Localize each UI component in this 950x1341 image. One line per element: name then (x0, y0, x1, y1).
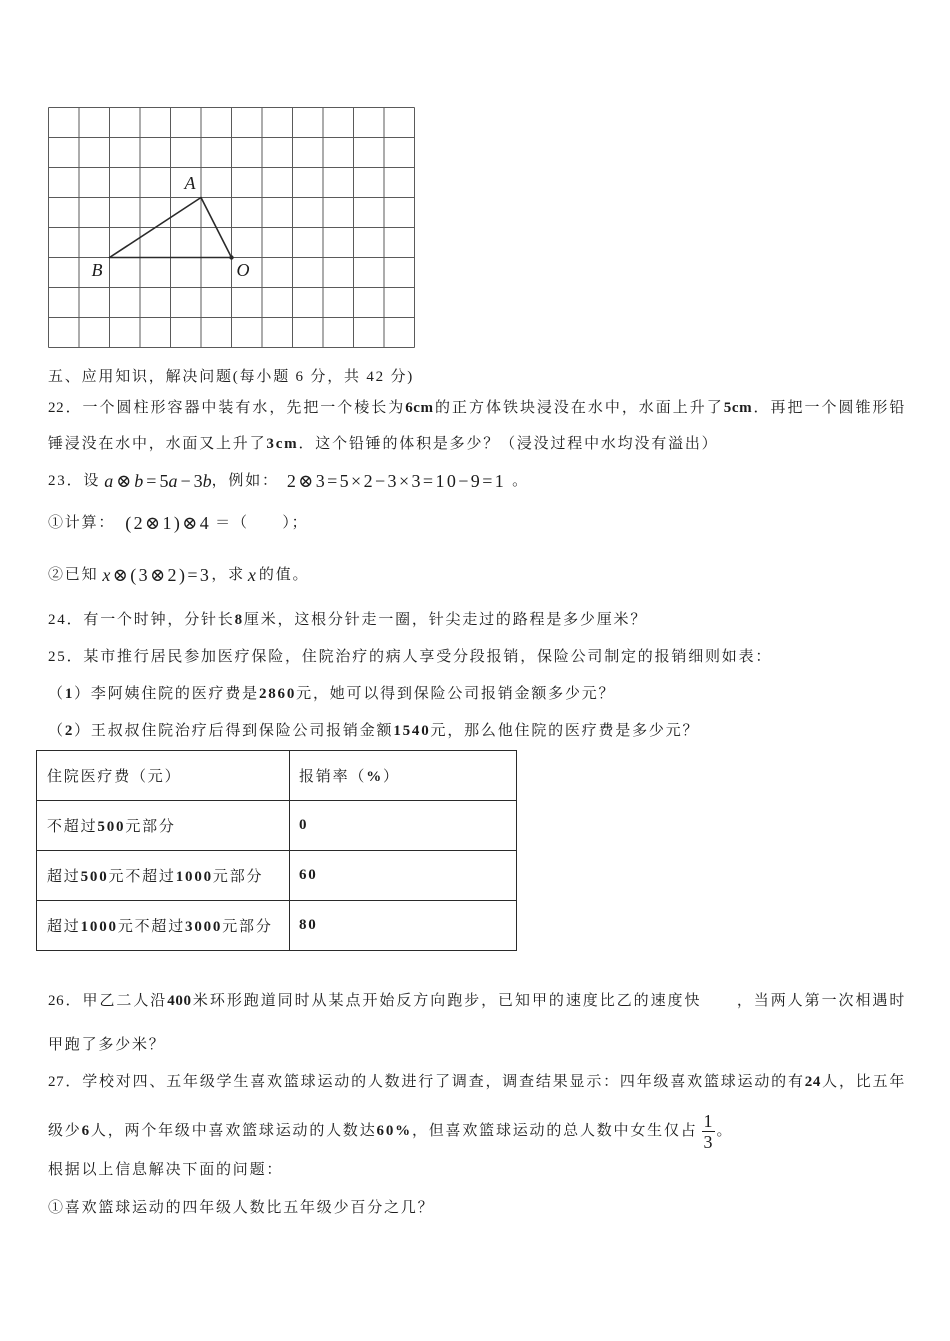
q25-part-number: 1 (64, 686, 75, 702)
q24-hand-length: 8 (234, 612, 244, 628)
fee-range-cell (37, 901, 290, 951)
q27-prompt: 根据以上信息解决下面的问题： (48, 1162, 284, 1178)
q26-text: ，当两人第一次相遇时 (735, 993, 905, 1009)
q22-text: 的正方体铁块浸没在水中，水面上升了 (433, 400, 724, 416)
q26-line-1 (48, 990, 905, 1012)
q23-lead: 23．设 (48, 473, 101, 489)
q23-end: 。 (512, 473, 529, 489)
q27-text: 人，两个年级中喜欢篮球运动的人数达 (90, 1123, 377, 1139)
q23-sub1-label: ①计算： (48, 515, 116, 531)
table-header-row (37, 751, 517, 801)
q27-sub-question-1: ①喜欢篮球运动的四年级人数比五年级少百分之几？ (48, 1200, 435, 1216)
header-rate-text: 报销率（ (299, 769, 367, 785)
table-row (37, 901, 517, 951)
q25-stem: 25．某市推行居民参加医疗保险，住院治疗的病人享受分段报销，保险公司制定的报销细则如表： (48, 649, 773, 665)
q27-line-end: 。 (716, 1123, 734, 1139)
q27-line-2 (48, 1110, 733, 1152)
q27-difference: 6 (81, 1123, 91, 1139)
cell-number: 500 (80, 869, 109, 885)
q26-line-2: 甲跑了多少米？ (48, 1037, 166, 1053)
cell-number: 1000 (175, 869, 213, 885)
q27-text: ，但喜欢篮球运动的总人数中女生仅占 (411, 1123, 698, 1139)
math-var: a (104, 471, 114, 491)
section-heading: 五、应用知识，解决问题(每小题 6 分，共 42 分) (48, 369, 415, 385)
q22-text: ．再把一个圆锥形铅 (752, 400, 906, 416)
q25-text: （ (48, 686, 65, 702)
q26-text: 米环形跑道同时从某点开始反方向跑步，已知甲的速度比乙的速度快 (191, 993, 702, 1009)
cell-text: 超过 (47, 919, 81, 935)
rate-cell (290, 801, 517, 851)
q23-mid: ，例如： (211, 473, 279, 489)
q26-track-length: 400 (167, 993, 192, 1009)
cell-text: 元部分 (212, 869, 264, 885)
math-num: 5 (159, 471, 169, 491)
math-op: = (146, 471, 157, 491)
q27-percent: 60% (376, 1123, 412, 1139)
cell-number: 80 (299, 917, 318, 933)
operation-definition (104, 468, 211, 494)
q25-text: ）王叔叔住院治疗后得到保险公司报销金额 (74, 723, 394, 739)
q23-sub2-label: ②已知 (48, 567, 99, 583)
q22-line-2 (48, 433, 718, 455)
q27-text: 人，比五年 (820, 1074, 905, 1090)
cell-number: 1000 (80, 919, 118, 935)
cell-number: 500 (97, 819, 126, 835)
label-o: O (236, 260, 250, 280)
math-var: a (168, 471, 178, 491)
q22-line-1 (48, 397, 905, 419)
q22-text: 22．一个圆柱形容器中装有水，先把一个棱长为 (48, 400, 406, 416)
operation-example: 2⊗3=5×2−3×3=10−9=1 (286, 471, 507, 491)
grid-figure (48, 107, 415, 348)
q25-amount: 1540 (393, 723, 431, 739)
q24-line (48, 609, 647, 631)
fee-range-cell (37, 801, 290, 851)
reimbursement-table (36, 750, 517, 951)
q27-grade4-count: 24 (804, 1074, 821, 1090)
cell-text: 元不超过 (117, 919, 186, 935)
q23-sub1-answer-blank: ＝（ ）； (215, 515, 309, 531)
cell-number: 3000 (185, 919, 223, 935)
q23-sub1-line (48, 510, 308, 536)
math-var: x (102, 565, 113, 585)
cell-number: 0 (299, 817, 309, 833)
cell-text: 元不超过 (108, 869, 176, 885)
fraction-denominator: 3 (703, 1131, 713, 1152)
q27-text: 27．学校对四、五年级学生喜欢篮球运动的人数进行了调查，调查结果显示：四年级喜欢篮球运动的有 (48, 1074, 805, 1090)
q25-text: ）李阿姨住院的医疗费是 (74, 686, 259, 702)
q23-sub2-line (48, 562, 309, 588)
q22-rise-2: 3cm (266, 436, 299, 452)
math-var: b (134, 471, 144, 491)
math-var: x (247, 565, 256, 585)
header-rate-percent: % (366, 769, 384, 785)
q27-line-1 (48, 1071, 905, 1093)
q23-sub2-mid: ，求 (211, 567, 245, 583)
q23-sub2-equation (102, 562, 211, 588)
math-num: 3 (193, 471, 203, 491)
table-row (37, 851, 517, 901)
q25-amount: 2860 (258, 686, 297, 702)
q23-line (48, 468, 529, 494)
q25-text: 元，那么他住院的医疗费是多少元？ (430, 723, 700, 739)
q25-text: （ (48, 723, 65, 739)
q22-cube-edge: 6cm (405, 400, 434, 416)
header-rate (290, 751, 517, 801)
q23-sub1-expression: (2⊗1)⊗4 (125, 513, 212, 533)
q25-part-number: 2 (64, 723, 75, 739)
q22-rise-1: 5cm (723, 400, 753, 416)
q23-sub2-end: 的值。 (258, 567, 310, 583)
fee-range-cell (37, 851, 290, 901)
fraction-numerator: 1 (703, 1110, 713, 1131)
q24-text: 24．有一个时钟，分针长 (48, 612, 235, 628)
rate-cell (290, 851, 517, 901)
cell-number: 60 (299, 867, 318, 883)
table-row (37, 801, 517, 851)
cell-text: 元部分 (125, 819, 176, 835)
math-op: − (180, 471, 191, 491)
q25-part-2 (48, 720, 699, 742)
q25-part-1 (48, 683, 615, 705)
header-rate-text: ） (383, 769, 400, 785)
q25-text: 元，她可以得到保险公司报销金额多少元？ (296, 686, 616, 702)
q22-text: 锤浸没在水中，水面又上升了 (48, 436, 267, 452)
cell-text: 超过 (47, 869, 81, 885)
fraction-one-third (702, 1112, 715, 1151)
math-var: b (202, 471, 212, 491)
grid-lines (49, 108, 415, 348)
math-op: ⊗ (116, 471, 132, 491)
q24-text: 厘米，这根分针走一圈，针尖走过的路程是多少厘米？ (243, 612, 648, 628)
header-fee: 住院医疗费（元） (37, 751, 290, 801)
math-expression: ⊗(3⊗2)=3 (112, 565, 212, 585)
label-a: A (184, 173, 196, 193)
label-b: B (91, 260, 103, 280)
q26-text: 26．甲乙二人沿 (48, 993, 168, 1009)
cell-text: 不超过 (47, 819, 98, 835)
q27-text: 级少 (48, 1123, 82, 1139)
rate-cell (290, 901, 517, 951)
point-o-dot (229, 255, 233, 259)
q22-text: ．这个铅锤的体积是多少？（浸没过程中水均没有溢出） (298, 436, 719, 452)
cell-text: 元部分 (222, 919, 273, 935)
